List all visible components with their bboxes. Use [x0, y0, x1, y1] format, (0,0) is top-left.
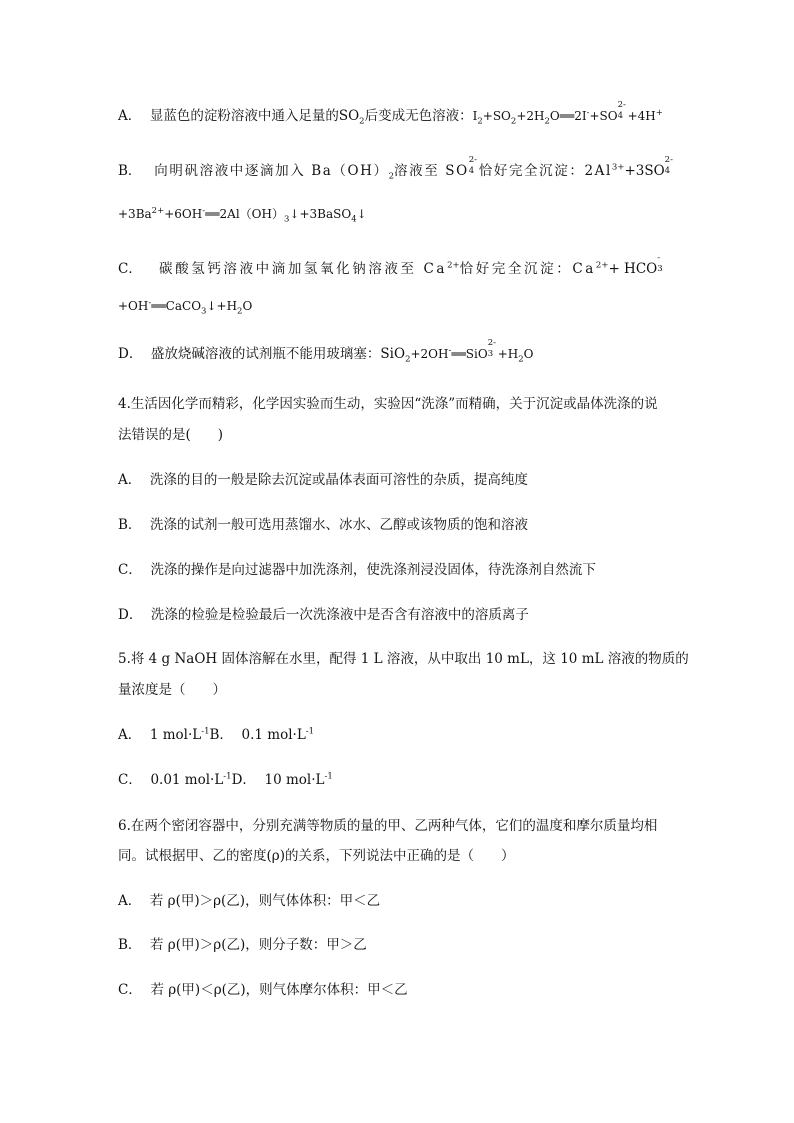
- subscript: 3: [201, 306, 207, 317]
- option-text: 洗涤的目的一般是除去沉淀或晶体表面可溶性的杂质，提高纯度: [149, 472, 528, 488]
- option-text: 若 ρ(甲)＞ρ(乙)，则气体体积：甲＜乙: [149, 893, 381, 909]
- q3-option-c: [118, 253, 667, 277]
- q6-option-c: [118, 982, 408, 998]
- eq-part: ══CaCO: [151, 299, 202, 313]
- q6-stem-line2: 同。试根据甲、乙的密度(ρ)的关系，下列说法中正确的是（ ）: [118, 848, 515, 864]
- q5-options-row1: [118, 727, 314, 743]
- eq-part: +4H: [627, 109, 656, 123]
- eq-part: ↓+3BaSO: [289, 207, 352, 221]
- option-value: 1 mol·L: [149, 727, 202, 743]
- option-text: 若 ρ(甲)＜ρ(乙)，则气体摩尔体积：甲＜乙: [150, 982, 408, 998]
- subscript: 4: [351, 214, 357, 225]
- eq-part: +SO: [482, 109, 511, 123]
- eq-part: +2H: [516, 109, 545, 123]
- q4-stem-line1: 4.生活因化学而精彩，化学因实验而生动，实验因“洗涤”而精确，关于沉淀或晶体洗涤的说: [118, 396, 658, 412]
- ion-charge: - 3: [657, 253, 663, 274]
- subscript: 2: [405, 354, 411, 365]
- option-label: D．: [231, 772, 256, 788]
- option-text: 显蓝色的淀粉溶液中通入足量的: [149, 108, 339, 124]
- option-text: 洗涤的检验是检验最后一次洗涤液中是否含有溶液中的溶质离子: [150, 607, 529, 623]
- superscript: 2+: [151, 206, 165, 216]
- eq-part: +OH: [118, 299, 149, 313]
- superscript: -: [586, 108, 590, 118]
- q6-option-a: [118, 893, 380, 909]
- q4-option-d: [118, 607, 529, 623]
- q3-option-d: [118, 338, 534, 365]
- option-label: A．: [118, 727, 142, 743]
- superscript: -: [448, 345, 452, 356]
- superscript: -: [148, 298, 152, 308]
- option-text: 盛放烧碱溶液的试剂瓶不能用玻璃塞：SiO: [150, 346, 406, 362]
- option-text: 洗涤的操作是向过滤器中加洗涤剂，使洗涤剂浸没固体，待洗涤剂自然流下: [150, 562, 596, 578]
- subscript: 2: [359, 116, 365, 127]
- option-label: B．: [209, 727, 233, 743]
- subscript: 2: [518, 354, 524, 365]
- option-label: B．: [118, 937, 142, 953]
- superscript: -: [202, 206, 206, 216]
- q6-option-b: [118, 937, 367, 953]
- formula: SO: [338, 108, 360, 124]
- eq-part: +2OH: [410, 347, 449, 361]
- subscript: 2: [388, 171, 395, 182]
- option-label: C．: [118, 982, 142, 998]
- q4-stem-line2: 法错误的是( ): [118, 427, 224, 443]
- q3-option-c-line2: [118, 298, 253, 317]
- superscript: -1: [201, 726, 210, 737]
- option-text: 洗涤的试剂一般可选用蒸馏水、冰水、乙醇或该物质的饱和溶液: [150, 517, 529, 533]
- ion-charge: 2- 4: [468, 155, 478, 176]
- eq-part: 2I: [574, 109, 587, 123]
- option-label: C．: [118, 772, 142, 788]
- subscript: 2: [477, 116, 483, 127]
- eq-part: ══SiO: [451, 347, 488, 361]
- eq-part: +SO: [589, 109, 618, 123]
- option-label: A．: [118, 108, 142, 124]
- eq-part: +6OH: [164, 207, 203, 221]
- ion-charge: 2- 3: [487, 338, 496, 359]
- option-value: 0.1 mol·L: [241, 727, 306, 743]
- subscript: 2: [237, 306, 243, 317]
- option-text: 恰好完全沉淀：Ca: [459, 261, 596, 277]
- superscript: +: [655, 108, 663, 118]
- superscript: 2+: [595, 260, 609, 271]
- q6-stem-line1: 6.在两个密闭容器中，分别充满等物质的量的甲、乙两种气体，它们的温度和摩尔质量均相: [118, 818, 658, 834]
- eq-part: +3Ba: [118, 207, 152, 221]
- eq-part: ↓+H: [206, 299, 238, 313]
- option-text: 碳酸氢钙溶液中滴加氢氧化钠溶液至 Ca: [159, 261, 448, 277]
- superscript: -1: [324, 771, 333, 782]
- q5-stem-line2: 量浓度是（ ）: [118, 682, 226, 698]
- eq-part: I: [472, 109, 478, 123]
- subscript: 2: [510, 116, 517, 127]
- option-label: D．: [118, 607, 143, 623]
- q3-option-b: [118, 155, 675, 182]
- q4-option-b: [118, 517, 528, 533]
- option-text: 溶液至 SO: [394, 163, 469, 179]
- eq-part: O: [242, 299, 253, 313]
- option-label: C．: [118, 562, 142, 578]
- superscript: 2+: [447, 260, 460, 271]
- q4-option-c: [118, 562, 596, 578]
- option-label: A．: [118, 893, 142, 909]
- option-label: B．: [118, 163, 142, 179]
- subscript: 2: [544, 116, 550, 127]
- ion-charge: 2- 4: [664, 155, 673, 176]
- option-label: B．: [118, 517, 142, 533]
- eq-part: +H: [497, 347, 519, 361]
- q3-option-b-line2: [118, 206, 367, 225]
- eq-part: O: [549, 109, 560, 123]
- option-text: + HCO: [608, 261, 658, 277]
- option-value: 10 mol·L: [264, 772, 325, 788]
- q5-stem-line1: 5.将 4 g NaOH 固体溶解在水里，配得 1 L 溶液，从中取出 10 mL，这 10 mL 溶液的物质的: [118, 651, 689, 667]
- option-text: +3SO: [624, 163, 665, 179]
- eq-part: O: [523, 347, 534, 361]
- q4-option-a: [118, 472, 528, 488]
- equation: [472, 100, 663, 127]
- option-label: A．: [118, 472, 142, 488]
- option-text: 向明矾溶液中逐滴加入 Ba（OH）: [154, 163, 389, 179]
- option-text: 恰好完全沉淀：2Al: [478, 163, 612, 179]
- superscript: -1: [305, 726, 315, 737]
- option-label: D．: [118, 346, 143, 362]
- superscript: -1: [223, 771, 232, 782]
- option-label: C．: [118, 261, 142, 277]
- option-text: 后变成无色溶液：: [364, 108, 473, 124]
- option-text: 若 ρ(甲)＞ρ(乙)，则分子数：甲＞乙: [150, 937, 367, 953]
- superscript: 3+: [611, 162, 625, 173]
- eq-part: ↓: [356, 207, 367, 221]
- eq-part: ══2Al（OH）: [205, 207, 284, 221]
- option-value: 0.01 mol·L: [150, 772, 224, 788]
- q3-option-a: [118, 100, 663, 127]
- subscript: 3: [283, 214, 290, 225]
- ion-charge: 2- 4: [617, 100, 626, 121]
- q5-options-row2: [118, 772, 333, 788]
- eq-arrow: ══: [559, 109, 575, 123]
